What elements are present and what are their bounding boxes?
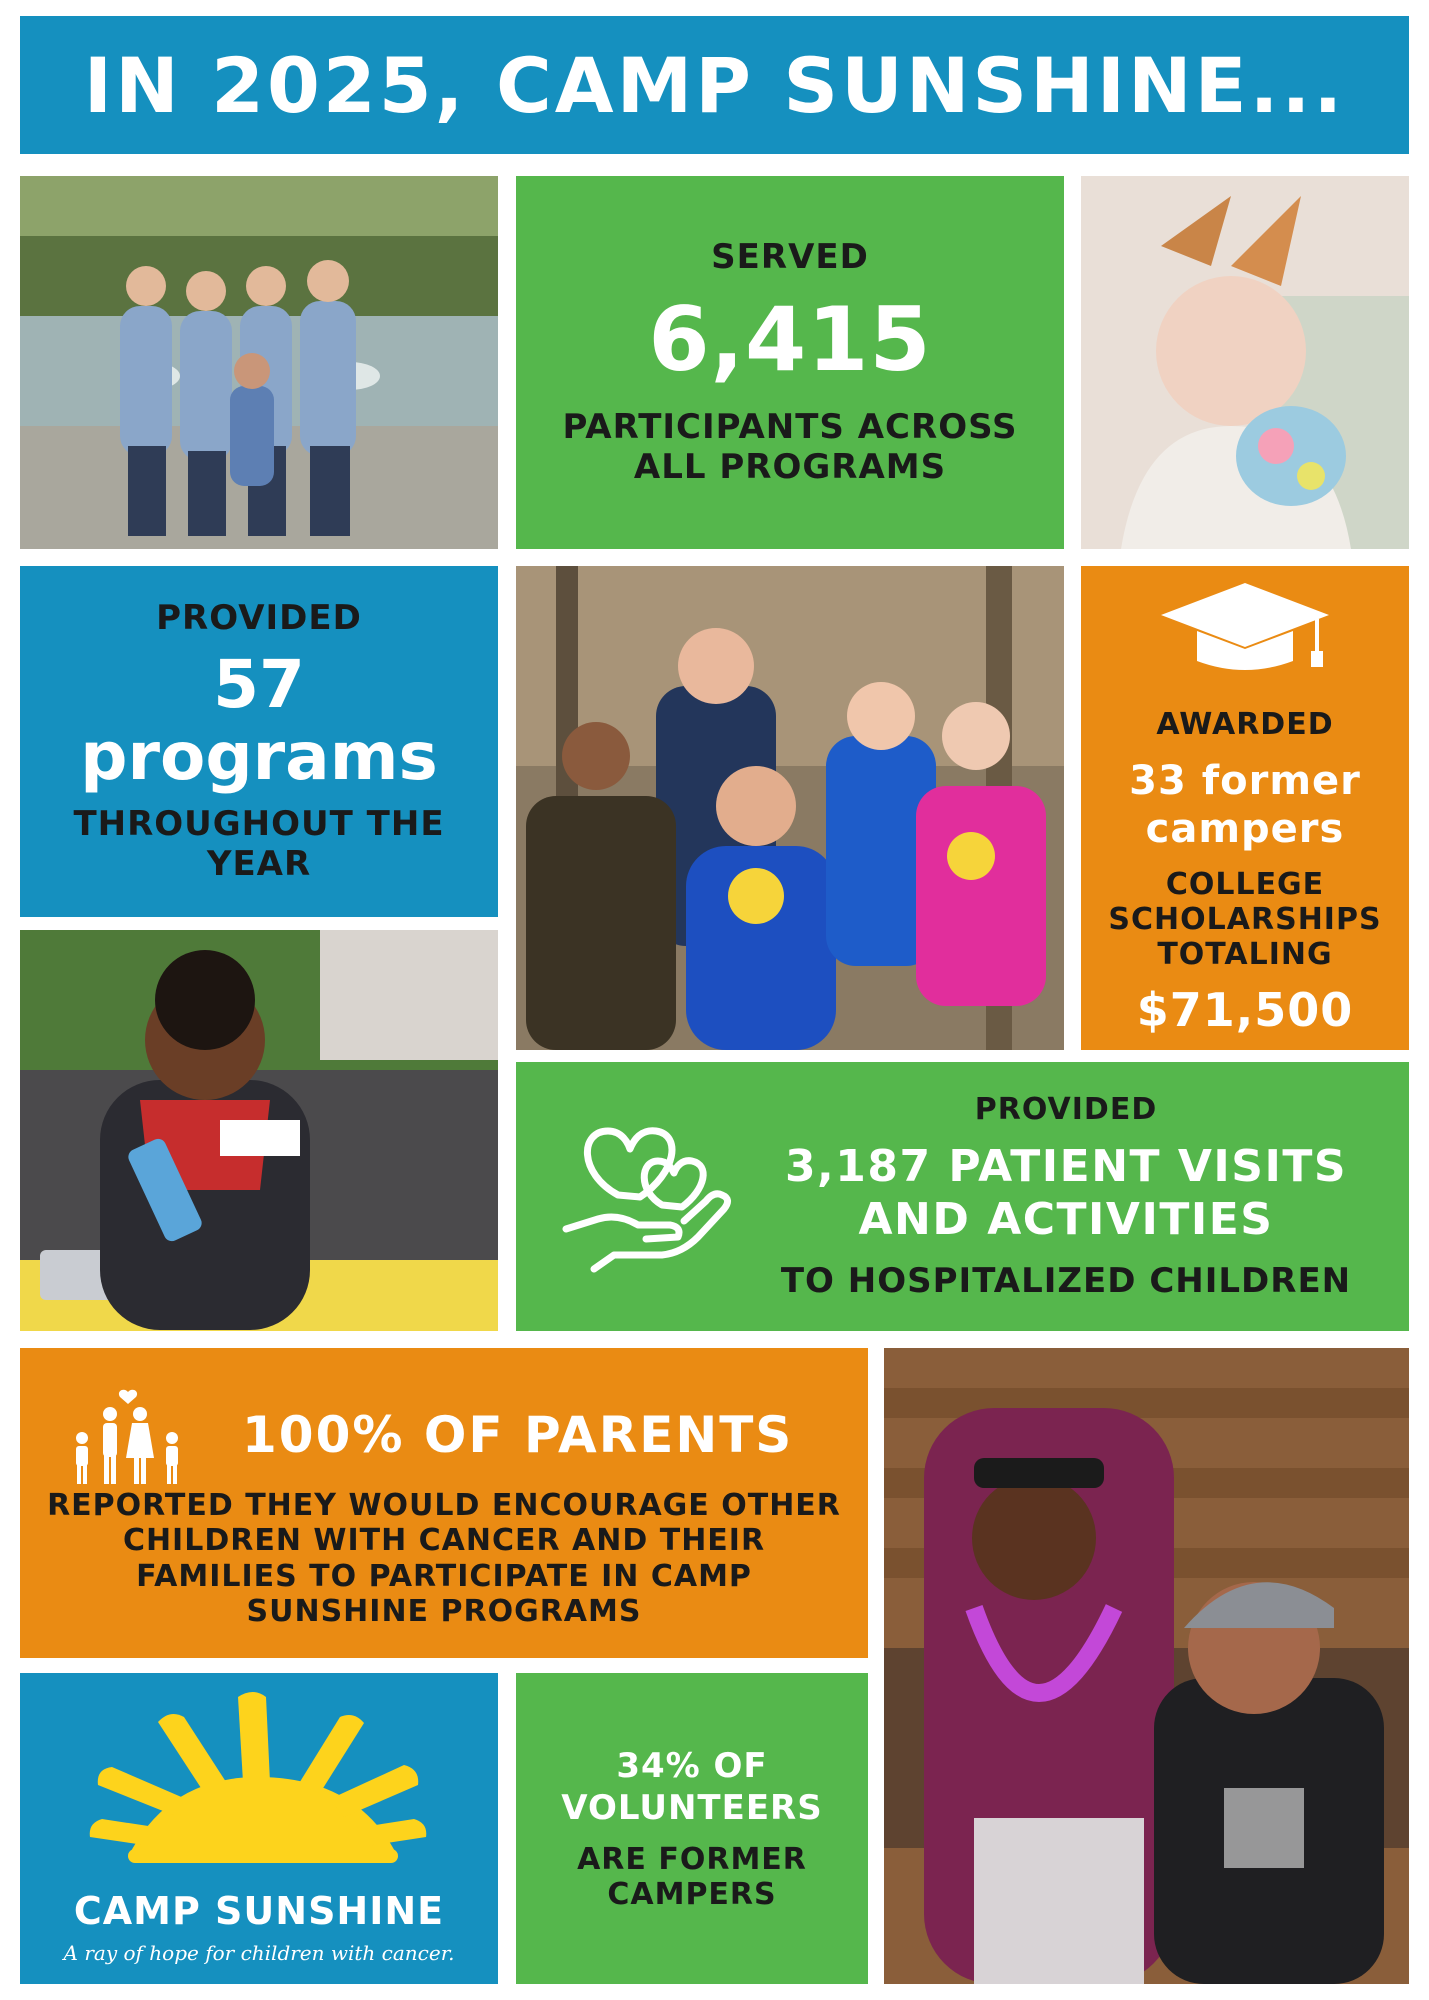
photo-two-boys — [884, 1348, 1409, 1984]
visits-stat-card — [516, 1062, 1409, 1331]
logo-name: CAMP SUNSHINE — [73, 1889, 445, 1933]
scholarships-amount: $71,500 — [1136, 982, 1354, 1037]
parents-line1: REPORTED THEY WOULD ENCOURAGE OTHER — [47, 1488, 841, 1523]
photo-child-with-bow — [1081, 176, 1409, 549]
volunteers-line3: ARE FORMER — [577, 1841, 807, 1877]
family-icon — [68, 1388, 188, 1488]
volunteers-line4: CAMPERS — [607, 1877, 777, 1912]
served-line2: ALL PROGRAMS — [633, 447, 947, 488]
parents-line2: CHILDREN WITH CANCER AND THEIR — [122, 1523, 766, 1559]
visits-line1: 3,187 PATIENT VISITS — [784, 1141, 1348, 1192]
page-title: IN 2025, CAMP SUNSHINE... — [83, 40, 1346, 130]
served-stat-card — [516, 176, 1064, 549]
parents-line4: SUNSHINE PROGRAMS — [246, 1594, 642, 1630]
programs-label: PROVIDED — [156, 597, 362, 638]
volunteers-stat-card — [516, 1673, 868, 1984]
sun-logo-icon — [88, 1687, 428, 1867]
scholarships-stat-card — [1081, 566, 1409, 1050]
visits-line2: AND ACTIVITIES — [858, 1193, 1274, 1245]
volunteers-line1: 34% OF — [616, 1745, 768, 1786]
photo-group-of-girls — [516, 566, 1064, 1050]
served-line1: PARTICIPANTS ACROSS — [562, 406, 1018, 447]
scholarships-line4: SCHOLARSHIPS — [1108, 902, 1382, 937]
logo-tagline: A ray of hope for children with cancer. — [63, 1941, 455, 1965]
programs-line1: THROUGHOUT THE — [73, 803, 445, 844]
photo-boy-pouring-sand — [20, 930, 498, 1331]
hearts-in-hand-icon — [558, 1117, 736, 1279]
visits-label: PROVIDED — [974, 1091, 1158, 1127]
parents-stat-card — [20, 1348, 868, 1658]
scholarships-line3: COLLEGE — [1165, 866, 1325, 902]
parents-line3: FAMILIES TO PARTICIPATE IN CAMP — [136, 1558, 752, 1594]
scholarships-line5: TOTALING — [1157, 937, 1333, 973]
served-label: SERVED — [711, 236, 869, 277]
served-number: 6,415 — [648, 287, 932, 391]
parents-headline: 100% OF PARENTS — [242, 1406, 794, 1464]
programs-unit: programs — [80, 718, 438, 796]
photo-family-lake — [20, 176, 498, 549]
programs-number: 57 — [213, 645, 305, 723]
scholarships-label: AWARDED — [1156, 707, 1334, 743]
visits-line3: TO HOSPITALIZED CHILDREN — [780, 1260, 1352, 1301]
scholarships-line2: campers — [1145, 805, 1345, 852]
volunteers-line2: VOLUNTEERS — [561, 1788, 823, 1829]
camp-sunshine-logo-card — [20, 1673, 498, 1984]
graduation-cap-icon — [1157, 579, 1333, 673]
programs-stat-card — [20, 566, 498, 917]
programs-line2: YEAR — [206, 844, 312, 885]
scholarships-line1: 33 former — [1129, 757, 1361, 804]
header-banner — [20, 16, 1409, 154]
